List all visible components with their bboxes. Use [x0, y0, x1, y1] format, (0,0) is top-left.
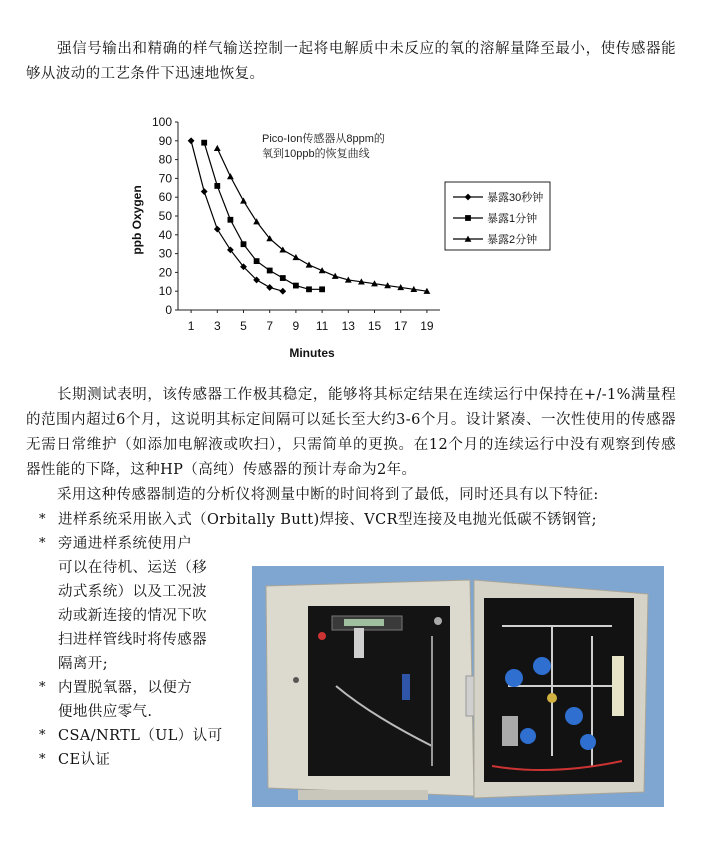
chart-x-tick-label: 17	[394, 319, 408, 333]
chart-y-tick-label: 60	[158, 190, 172, 205]
chart-data-point-series-2	[267, 268, 273, 274]
chart-data-point-series-1	[188, 137, 195, 144]
chart-data-point-series-2	[214, 183, 220, 189]
chart-data-point-series-1	[279, 288, 286, 295]
chart-legend-label: 暴露2分钟	[487, 234, 538, 246]
chart-svg	[120, 108, 560, 370]
chart-data-point-series-2	[280, 275, 286, 281]
chart-x-tick-label: 5	[240, 319, 247, 333]
chart-x-tick-label: 1	[187, 319, 195, 333]
bullet-text: 进样系统采用嵌入式（Orbitally Butt)焊接、VCR型连接及电抛光低碳不锈钢管;	[58, 512, 597, 528]
chart-data-point-series-1	[266, 284, 273, 291]
chart-data-point-series-2	[293, 283, 299, 289]
stability-paragraph: 长期测试表明，该传感器工作极其稳定，能够将其标定结果在连续运行中保持在+/-1%满量程的范围内超过6个月，这说明其标定间隔可以延长至大约3-6个月。设计紧凑、一次性使用的传感器无需日常维护（如添加电解液或吹扫），只需简单的更换。在12个月的连续运行中没有观察到传感器性能的下降，这种HP（高纯）传感器的预计寿命为2年。	[26, 387, 676, 478]
chart-y-tick-label: 40	[158, 227, 172, 242]
chart-title-line-2: 氧到10ppb的恢复曲线	[262, 148, 370, 160]
chart-legend-marker	[465, 215, 471, 221]
chart-data-point-series-3	[240, 198, 247, 204]
bullet-text-block	[58, 676, 238, 724]
bullet-text-line: 动式系统）以及工况波	[58, 584, 207, 600]
analyzer-photo-drawing	[252, 566, 664, 807]
chart-x-tick-label: 7	[266, 319, 274, 333]
chart-data-point-series-2	[241, 241, 247, 247]
chart-y-tick-label: 20	[158, 265, 172, 280]
chart-series-line-2	[204, 143, 322, 290]
chart-title-line-1: Pico-Ion传感器从8ppm的	[262, 133, 385, 145]
chart-y-tick-label: 30	[158, 246, 172, 261]
chart-data-point-series-2	[228, 217, 234, 223]
recovery-curve-chart	[120, 108, 560, 370]
bullet-text-line: 旁通进样系统使用户	[58, 536, 193, 552]
bullet-text-block	[58, 532, 238, 676]
chart-legend-label: 暴露30秒钟	[487, 192, 544, 204]
chart-x-tick-label: 9	[292, 319, 300, 333]
bullet-marker: *	[39, 512, 46, 527]
chart-y-tick-label: 90	[158, 133, 172, 148]
intro-paragraph: 强信号输出和精确的样气输送控制一起将电解质中未反应的氧的溶解量降至最小，使传感器能够从波动的工艺条件下迅速地恢复。	[26, 41, 676, 82]
chart-data-point-series-3	[306, 261, 313, 267]
chart-y-tick-label: 0	[165, 303, 172, 317]
chart-x-tick-label: 13	[341, 319, 355, 333]
chart-x-axis-label: Minutes	[289, 346, 335, 360]
chart-data-point-series-1	[201, 188, 208, 195]
chart-x-tick-label: 11	[315, 319, 329, 333]
bullet-text: CSA/NRTL（UL）认可	[58, 728, 223, 744]
bullet-marker: *	[39, 728, 46, 743]
chart-y-tick-label: 50	[158, 209, 172, 223]
chart-data-point-series-2	[254, 258, 260, 264]
features-intro-paragraph: 采用这种传感器制造的分析仪将测量中断的时间将到了最低，同时还具有以下特征:	[57, 487, 599, 503]
chart-data-point-series-3	[319, 267, 326, 273]
bullet-text: CE认证	[58, 752, 111, 768]
chart-y-tick-label: 100	[151, 115, 172, 129]
chart-data-point-series-3	[332, 273, 339, 279]
chart-x-tick-label: 3	[213, 319, 221, 333]
chart-y-tick-label: 80	[158, 152, 172, 167]
bullet-text-line: 可以在待机、运送（移	[58, 560, 207, 576]
chart-y-axis-label: ppb Oxygen	[130, 185, 144, 255]
chart-data-point-series-1	[214, 226, 221, 233]
chart-x-tick-label: 15	[367, 319, 382, 333]
chart-y-tick-label: 70	[158, 171, 172, 186]
bullet-text-line: 动或新连接的情况下吹	[58, 608, 207, 624]
chart-data-point-series-3	[253, 218, 260, 224]
bullet-marker: *	[39, 752, 46, 767]
chart-data-point-series-2	[319, 286, 325, 292]
chart-data-point-series-2	[201, 140, 207, 146]
chart-data-point-series-3	[293, 254, 300, 260]
bullet-text-line: 内置脱氧器，以便方	[58, 680, 193, 696]
analyzer-photo	[252, 566, 664, 807]
bullet-text-line: 隔离开;	[58, 656, 108, 672]
chart-data-point-series-3	[227, 173, 234, 179]
bullet-text-line: 扫进样管线时将传感器	[58, 632, 207, 648]
bullet-text-line: 便地供应零气.	[58, 704, 153, 720]
bullet-marker: *	[39, 680, 46, 695]
chart-legend-label: 暴露1分钟	[487, 213, 538, 225]
chart-x-tick-label: 19	[420, 319, 434, 333]
bullet-marker: *	[39, 536, 46, 551]
chart-y-tick-label: 10	[158, 284, 172, 299]
chart-data-point-series-2	[306, 286, 312, 292]
chart-data-point-series-3	[214, 145, 221, 151]
